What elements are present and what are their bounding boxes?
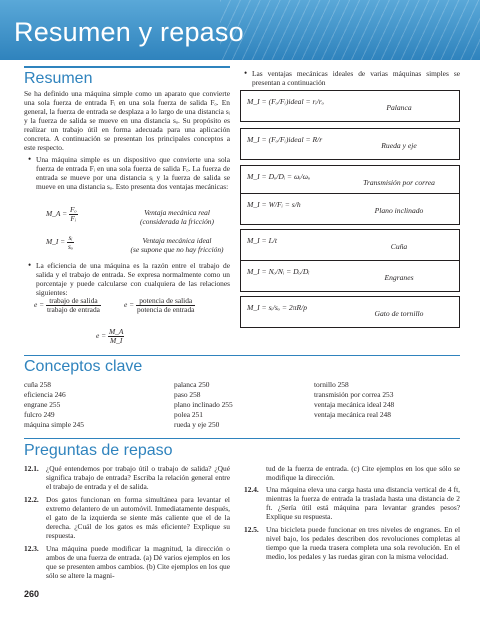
formula-cuna: M_I = L/t bbox=[247, 236, 278, 245]
efficiency-eq-1-lhs: e = bbox=[34, 300, 45, 310]
question-number: 12.4. bbox=[244, 485, 259, 494]
formula-box-rueda bbox=[240, 128, 460, 160]
preguntas-heading: Preguntas de repaso bbox=[24, 442, 173, 459]
formula-name-tornillo: Gato de tornillo bbox=[374, 309, 424, 318]
concept-item: eficiencia 246 bbox=[24, 390, 66, 399]
question-12-4 bbox=[244, 485, 460, 521]
equation-ma-label bbox=[124, 208, 230, 226]
efficiency-eq-2-num: potencia de salida bbox=[136, 297, 195, 306]
question-number: 12.5. bbox=[244, 525, 259, 534]
equation-ma-lhs: M_A = bbox=[46, 209, 68, 219]
concept-item: máquina simple 245 bbox=[24, 420, 84, 429]
formula-box-plano bbox=[240, 193, 460, 225]
resumen-intro: Se ha definido una máquina simple como un aparato que convierte una sola fuerza de entrada Fᵢ en una sola fuerza de salida Fₒ. En general, la fuerza de entrada se desplaza a lo largo de una distancia sᵢ y la fuerza de salida se mueve en una distancia sₒ. Su propósito es realizar un trabajo útil en forma adecuada para una aplicación concreta. A continuación se presentan los principales conceptos a este respecto. bbox=[24, 89, 230, 152]
page-title: Resumen y repaso bbox=[14, 17, 244, 47]
efficiency-eq-3-num: M_A bbox=[108, 327, 124, 336]
formula-tornillo: M_I = sᵢ/sₒ = 2πR/p bbox=[247, 303, 308, 312]
conceptos-heading: Conceptos clave bbox=[24, 358, 143, 375]
question-text: Una máquina puede modificar la magnitud, la dirección o ambos de una fuerza de entrada. (a) Dé varios ejemplos en los que se presenten ambos cambios. (b) Cite ejemplos en los que sólo se altere la magni- bbox=[46, 544, 230, 580]
concept-item: tornillo 258 bbox=[314, 380, 349, 389]
question-12-3 bbox=[24, 544, 230, 580]
formula-name-correa: Transmisión por correa bbox=[363, 178, 435, 187]
right-bullet: • Las ventajas mecánicas ideales de varias máquinas simples se presentan a continuación bbox=[244, 69, 460, 87]
efficiency-eq-3-den: M_I bbox=[110, 336, 123, 345]
concept-item: fulcro 249 bbox=[24, 410, 55, 419]
question-text: Una máquina eleva una carga hasta una distancia vertical de 4 ft, mientras la fuerza de entrada la traslada hasta una distancia de 2 ft. ¿Sería útil está máquina para levantar grandes pesos? Explique su respuesta. bbox=[266, 485, 460, 521]
concept-item: engrane 255 bbox=[24, 400, 61, 409]
formula-name-plano: Plano inclinado bbox=[374, 206, 424, 215]
equation-mi-label-2: (se supone que no hay fricción) bbox=[130, 245, 224, 254]
concept-item: palanca 250 bbox=[174, 380, 210, 389]
efficiency-eq-1-num: trabajo de salida bbox=[46, 297, 101, 306]
equation-mi bbox=[46, 234, 74, 251]
conceptos-col-2 bbox=[174, 380, 294, 430]
title-banner bbox=[0, 0, 480, 60]
formula-engranes: M_I = Nₒ/Nᵢ = Dₒ/Dᵢ bbox=[247, 267, 310, 276]
question-12-2 bbox=[24, 495, 230, 540]
concept-item: paso 258 bbox=[174, 390, 201, 399]
formula-box-cuna bbox=[240, 229, 460, 261]
banner-texture bbox=[220, 0, 480, 60]
formula-box-tornillo bbox=[240, 296, 460, 328]
formula-box-engranes bbox=[240, 260, 460, 292]
question-text: ¿Qué entendemos por trabajo útil o trabajo de salida? ¿Qué significa trabajo de entrada? Escriba la relación general entre el trabajo de entrada y el de salida. bbox=[46, 464, 230, 491]
equation-mi-den: sₒ bbox=[68, 242, 74, 251]
section-rule bbox=[24, 66, 230, 68]
formula-correa: M_I = Dₒ/Dᵢ = ωᵢ/ωₒ bbox=[247, 172, 311, 181]
conceptos-col-3 bbox=[314, 380, 460, 420]
efficiency-eq-3 bbox=[96, 328, 124, 345]
question-12-1 bbox=[24, 464, 230, 491]
question-text: tud de la fuerza de entrada. (c) Cite ejemplos en los que sólo se modifique la dirección. bbox=[266, 464, 460, 482]
concept-item: ventaja mecánica ideal 248 bbox=[314, 400, 395, 409]
efficiency-eq-1-den: trabajo de entrada bbox=[46, 305, 100, 314]
concept-item: polea 251 bbox=[174, 410, 203, 419]
equation-ma-label-1: Ventaja mecánica real bbox=[144, 208, 210, 217]
equation-ma-den: Fᵢ bbox=[70, 214, 77, 223]
formula-rueda: M_I = (Fₒ/Fᵢ)ideal = R/r bbox=[247, 135, 323, 144]
concept-item: plano inclinado 255 bbox=[174, 400, 233, 409]
conceptos-rule bbox=[24, 355, 460, 356]
equation-mi-lhs: M_I = bbox=[46, 237, 66, 247]
question-12-5 bbox=[244, 525, 460, 561]
resumen-bullet-2: • La eficiencia de una máquina es la razón entre el trabajo de salida y el trabajo de entrada. Se expresa normalmente como un porcentaje y puede calcularse con cualquiera de las relaciones siguientes: bbox=[28, 261, 230, 297]
question-number: 12.1. bbox=[24, 464, 39, 473]
efficiency-eq-1 bbox=[34, 297, 101, 314]
concept-item: ventaja mecánica real 248 bbox=[314, 410, 391, 419]
formula-box-palanca bbox=[240, 90, 460, 122]
conceptos-col-1 bbox=[24, 380, 164, 430]
efficiency-eq-2 bbox=[124, 297, 195, 314]
efficiency-eq-2-lhs: e = bbox=[124, 300, 135, 310]
formula-plano: M_I = W/Fᵢ = s/h bbox=[247, 200, 301, 209]
equation-ma bbox=[46, 206, 78, 223]
formula-name-cuna: Cuña bbox=[390, 242, 408, 251]
equation-ma-label-2: (considerada la fricción) bbox=[140, 217, 214, 226]
efficiency-eq-3-lhs: e = bbox=[96, 331, 107, 341]
formula-name-rueda: Rueda y eje bbox=[381, 141, 417, 150]
concept-item: rueda y eje 250 bbox=[174, 420, 220, 429]
equation-mi-label-1: Ventaja mecánica ideal bbox=[142, 236, 212, 245]
question-text: Una bicicleta puede funcionar en tres niveles de engranes. En el nivel bajo, los pedales describen dos revoluciones completas al tiempo que la rueda trasera completa una sola revolución. En el medio, los pedales y las ruedas giran con la misma velocidad. bbox=[266, 525, 460, 561]
page-number: 260 bbox=[24, 589, 40, 599]
formula-name-engranes: Engranes bbox=[384, 273, 414, 282]
concept-item: transmisión por correa 253 bbox=[314, 390, 394, 399]
question-number: 12.2. bbox=[24, 495, 39, 504]
concept-item: cuña 258 bbox=[24, 380, 51, 389]
question-text: Dos gatos funcionan en forma simultánea para levantar el extremo delantero de un automóvil. Inmediatamente después, el gato de la izquierda se siente más caliente que el de la derecha. ¿Cuál de los gatos es más eficiente? Explique su respuesta. bbox=[46, 495, 230, 540]
formula-palanca: M_I = (Fₒ/Fᵢ)ideal = rᵢ/rₒ bbox=[247, 97, 324, 106]
resumen-heading: Resumen bbox=[24, 70, 93, 87]
efficiency-eq-2-den: potencia de entrada bbox=[136, 305, 195, 314]
question-number: 12.3. bbox=[24, 544, 39, 553]
preguntas-rule bbox=[24, 438, 460, 439]
equation-mi-label bbox=[124, 236, 230, 254]
question-12-3-cont bbox=[244, 464, 460, 482]
equation-ma-num: Fₒ bbox=[69, 205, 77, 214]
resumen-bullet-1: • Una máquina simple es un dispositivo que convierte una sola fuerza de entrada Fᵢ en una sola fuerza de salida Fₒ. La fuerza de entrada se mueve por una distancia sᵢ y la fuerza de salida se mueve en una distancia sₒ. Esto presenta dos ventajas mecánicas: bbox=[28, 155, 230, 191]
formula-name-palanca: Palanca bbox=[386, 103, 412, 112]
equation-mi-num: sᵢ bbox=[68, 233, 73, 242]
